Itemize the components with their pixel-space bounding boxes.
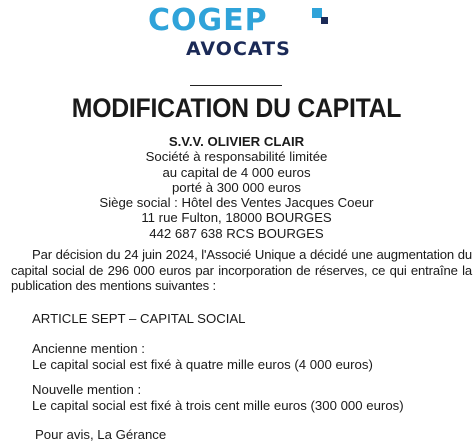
signature-text: Pour avis, La Gérance: [35, 427, 167, 442]
old-mention-label: Ancienne mention :: [32, 341, 145, 356]
logo-brand-text: COGEP: [148, 3, 268, 38]
company-line: 442 687 638 RCS BOURGES: [149, 225, 324, 241]
cogep-avocats-logo: [0, 4, 473, 60]
old-mention-text: Le capital social est fixé à quatre mille euros (4 000 euros): [32, 356, 373, 372]
company-line: Société à responsabilité limitée: [145, 149, 328, 165]
old-mention: [32, 341, 373, 372]
article-heading: [32, 311, 246, 327]
company-line: porté à 300 000 euros: [171, 179, 302, 195]
new-mention-label: Nouvelle mention :: [32, 382, 142, 397]
article-title: ARTICLE SEPT – CAPITAL SOCIAL: [32, 311, 246, 326]
logo-squares-icon: [312, 8, 328, 28]
company-line: au capital de 4 000 euros: [162, 164, 311, 180]
company-line: Siège social : Hôtel des Ventes Jacques Coeur: [99, 195, 374, 211]
new-mention-text: Le capital social est fixé à trois cent mille euros (300 000 euros): [32, 397, 404, 413]
logo-sub-text: AVOCATS: [186, 38, 291, 60]
decision-paragraph: Par décision du 24 juin 2024, l'Associé Unique a décidé une augmentation du capital social de 296 000 euros par incorporation de réserves, ce qui entraîne la publication des mentions suivantes :: [11, 247, 472, 294]
notice-title: MODIFICATION DU CAPITAL: [71, 93, 402, 123]
signature: [35, 427, 166, 443]
company-block: [0, 134, 473, 241]
company-name: S.V.V. OLIVIER CLAIR: [168, 134, 305, 149]
title-divider: [190, 85, 282, 86]
company-line: 11 rue Fulton, 18000 BOURGES: [141, 210, 332, 226]
new-mention: [32, 382, 404, 413]
